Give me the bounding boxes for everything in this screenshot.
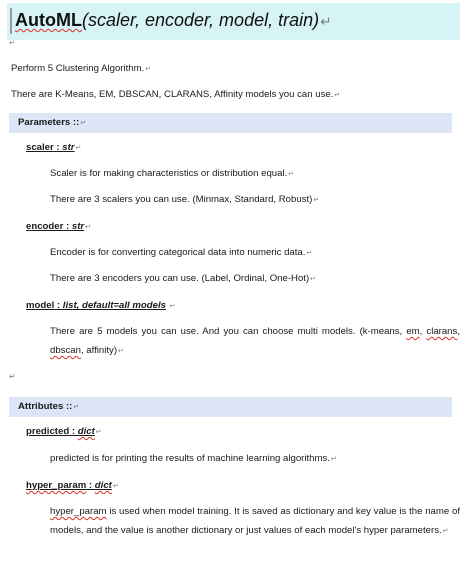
param-model: model : list, default=all models ↵ <box>26 300 176 311</box>
title-args: (scaler, encoder, model, train) <box>81 10 320 30</box>
encoder-desc-2: There are 3 encoders you can use. (Label, Ordinal, One-Hot)↵ <box>50 273 317 284</box>
title-name: AutoML <box>15 10 82 30</box>
paragraph-mark-icon: ↵ <box>320 14 332 29</box>
title-banner <box>7 3 460 40</box>
intro-line-1: Perform 5 Clustering Algorithm.↵ <box>11 63 152 74</box>
attributes-header: Attributes ::↵ <box>9 397 452 417</box>
hyper-param-desc: hyper_param is used when model training. It is saved as dictionary and key value is the name of models, and the value is another dictionary or just values of each model's hyper parameters.↵ <box>50 506 460 536</box>
empty-paragraph-mark-icon: ↵ <box>9 372 16 381</box>
scaler-desc-1: Scaler is for making characteristics or distribution equal.↵ <box>50 168 295 179</box>
encoder-desc-1: Encoder is for converting categorical data into numeric data.↵ <box>50 247 313 258</box>
page-title <box>15 9 331 33</box>
predicted-desc: predicted is for printing the results of machine learning algorithms.↵ <box>50 453 337 464</box>
cursor-bar <box>10 8 12 34</box>
intro-line-2: There are K-Means, EM, DBSCAN, CLARANS, Affinity models you can use.↵ <box>11 89 341 100</box>
attr-hyper-param: hyper_param : dict↵ <box>26 480 119 491</box>
param-encoder: encoder : str↵ <box>26 221 92 232</box>
attr-predicted: predicted : dict↵ <box>26 426 102 437</box>
scaler-desc-2: There are 3 scalers you can use. (Minmax, Standard, Robust)↵ <box>50 194 320 205</box>
model-desc: There are 5 models you can use. And you can choose multi models. (k-means, em, clarans, dbscan, affinity)↵ <box>50 326 460 356</box>
param-scaler: scaler : str↵ <box>26 142 82 153</box>
anchor-mark-icon: ↵ <box>9 40 15 47</box>
parameters-header: Parameters ::↵ <box>9 113 452 133</box>
